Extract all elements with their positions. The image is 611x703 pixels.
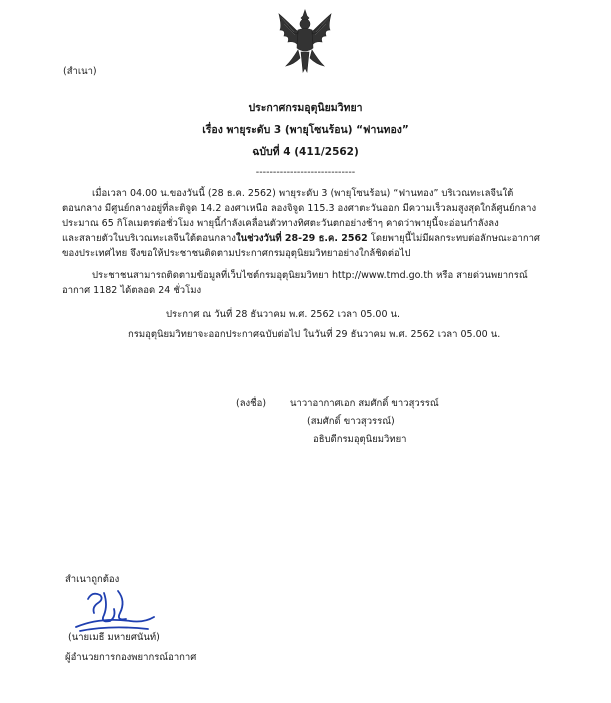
paragraph-line: อากาศ 1182 ได้ตลอด 24 ชั่วโมง <box>62 285 202 296</box>
page-title: ประกาศกรมอุตุนิยมวิทยา <box>248 102 363 114</box>
paragraph-line: ตอนกลาง มีศูนย์กลางอยู่ที่ละติจูด 14.2 องศาเหนือ ลองจิจูด 115.3 องศาตะวันออก มีความเร็วลมสูงสุดใกล้ศูนย์กลาง <box>62 203 537 214</box>
text-segment: โดยพายุนี้ไม่มีผลกระทบต่อลักษณะอากาศ <box>367 233 540 244</box>
signed-label: (ลงชื่อ) <box>236 398 267 409</box>
emphasized-date-range: ในช่วงวันที่ 28-29 ธ.ค. 2562 <box>235 233 368 244</box>
signatory-name-paren: (สมศักดิ์ ขาวสุวรรณ์) <box>307 416 395 427</box>
next-issue-notice: กรมอุตุนิยมวิทยาจะออกประกาศฉบับต่อไป ในวันที่ 29 ธันวาคม พ.ศ. 2562 เวลา 05.00 น. <box>128 329 501 340</box>
paragraph-line: ประมาณ 65 กิโลเมตรต่อชั่วโมง พายุนี้กำลังเคลื่อนตัวทางทิศตะวันตกอย่างช้าๆ คาดว่าพายุนี้จะอ่อนกำลังลง <box>62 218 499 229</box>
issue-number: ฉบับที่ 4 (411/2562) <box>252 146 359 158</box>
certification-label: สำเนาถูกต้อง <box>65 574 120 585</box>
certifier-position: ผู้อำนวยการกองพยากรณ์อากาศ <box>65 652 197 663</box>
certifier-name: (นายเมธี มหายศนันท์) <box>68 632 160 643</box>
subject-line: เรื่อง พายุระดับ 3 (พายุโซนร้อน) “ฟานทอง” <box>202 124 409 136</box>
copy-label: (สำเนา) <box>63 66 97 77</box>
paragraph-storm-report <box>62 186 558 261</box>
signatory-position: อธิบดีกรมอุตุนิยมวิทยา <box>313 434 407 445</box>
paragraph-line <box>62 231 558 246</box>
paragraph-contact-info <box>62 268 558 298</box>
paragraph-line: ของประเทศไทย จึงขอให้ประชาชนติดตามประกาศกรมอุตุนิยมวิทยาอย่างใกล้ชิดต่อไป <box>62 248 411 259</box>
paragraph-line: เมื่อเวลา 04.00 น.ของวันนี้ (28 ธ.ค. 2562) พายุระดับ 3 (พายุโซนร้อน) “ฟานทอง” บริเวณทะเลจีนใต้ <box>92 188 514 199</box>
paragraph-line: ประชาชนสามารถติดตามข้อมูลที่เว็บไซต์กรมอุตุนิยมวิทยา http://www.tmd.go.th หรือ สายด่วนพยากรณ์ <box>92 270 528 281</box>
announcement-date: ประกาศ ณ วันที่ 28 ธันวาคม พ.ศ. 2562 เวลา 05.00 น. <box>166 309 401 320</box>
signatory-name: นาวาอากาศเอก สมศักดิ์ ขาวสุวรรณ์ <box>290 398 439 409</box>
garuda-emblem-icon <box>276 8 334 76</box>
separator-line: ----------------------------- <box>255 167 356 178</box>
text-segment: และสลายตัวในบริเวณทะเลจีนใต้ตอนกลาง <box>62 233 236 244</box>
handwritten-signature-icon <box>70 587 160 637</box>
